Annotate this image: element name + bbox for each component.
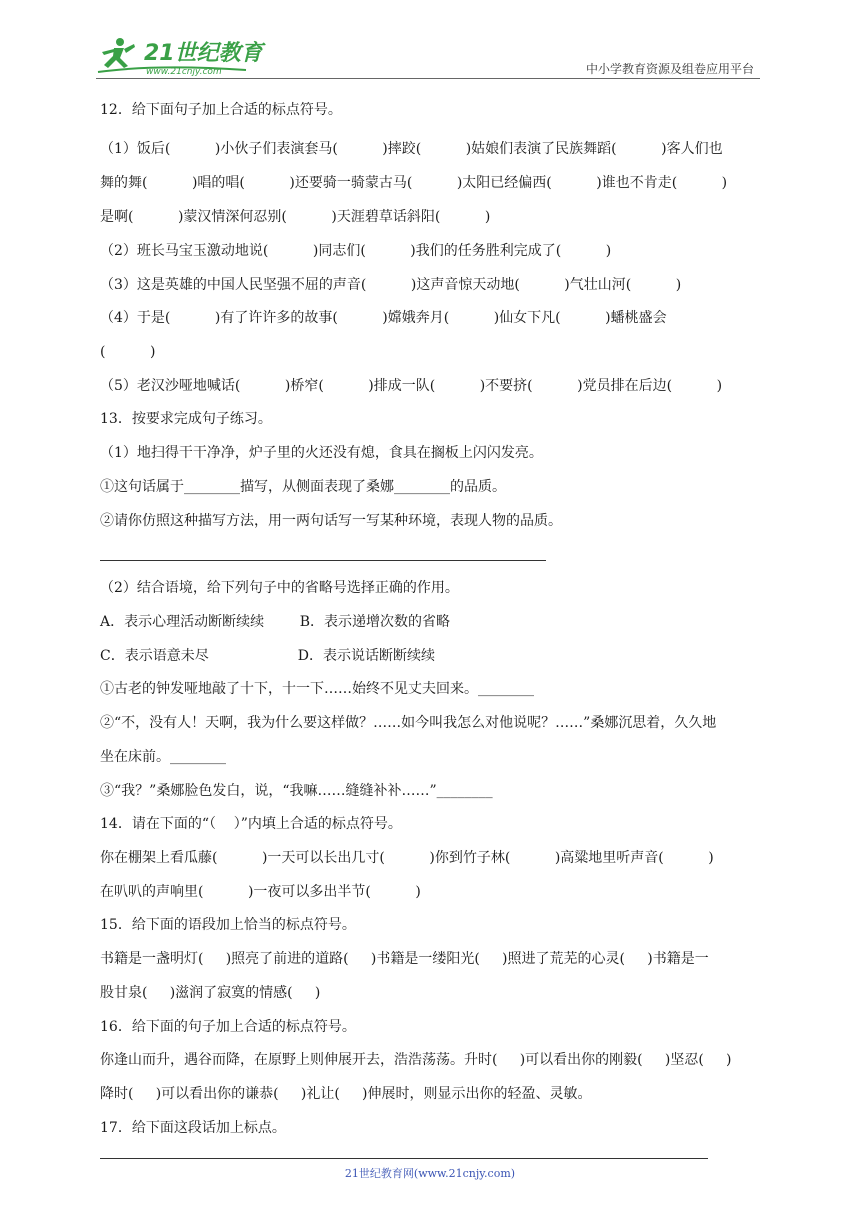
text-line: （4）于是( )有了许许多的故事( )嫦娥奔月( )仙女下凡( )蟠桃盛会 xyxy=(100,310,667,326)
header-divider xyxy=(96,78,760,79)
text-line: 股甘泉( )滋润了寂寞的情感( ) xyxy=(100,985,321,1001)
site-caption: 中小学教育资源及组卷应用平台 xyxy=(585,62,754,76)
text-line: 16．给下面的句子加上合适的标点符号。 xyxy=(100,1019,356,1035)
page-header xyxy=(96,34,760,78)
text-line: ②“不，没有人！天啊，我为什么要这样做？……如今叫我怎么对他说呢？……”桑娜沉思着，久久地 xyxy=(100,715,717,731)
logo-icon xyxy=(96,34,266,78)
text-line: 15．给下面的语段加上恰当的标点符号。 xyxy=(100,917,356,933)
footer-text: 21世纪教育网(www.21cnjy.com) xyxy=(344,1167,516,1180)
text-line: 14．请在下面的“（ ）”内填上合适的标点符号。 xyxy=(100,816,402,832)
text-line: ②请你仿照这种描写方法，用一两句话写一写某种环境，表现人物的品质。 xyxy=(100,513,562,529)
text-line: ①这句话属于________描写，从侧面表现了桑娜________的品质。 xyxy=(100,479,506,495)
text-line: 13．按要求完成句子练习。 xyxy=(100,411,272,427)
text-line: ①古老的钟发哑地敲了十下，十一下……始终不见丈夫回来。________ xyxy=(100,681,534,697)
text-line: 坐在床前。________ xyxy=(100,749,226,765)
text-line: C．表示语意未尽 D．表示说话断断续续 xyxy=(100,648,435,664)
answer-blank-line[interactable] xyxy=(100,560,546,561)
text-line: （5）老汉沙哑地喊话( )桥窄( )排成一队( )不要挤( )党员排在后边( ) xyxy=(100,378,723,394)
text-line: ③“我？”桑娜脸色发白，说，“我嘛……缝缝补补……”________ xyxy=(100,783,493,799)
text-line: 书籍是一盏明灯( )照亮了前进的道路( )书籍是一缕阳光( )照进了荒芜的心灵( )书籍是一 xyxy=(100,951,709,967)
footer-divider xyxy=(100,1158,708,1159)
text-line: 你逢山而升，遇谷而降，在原野上则伸展开去，浩浩荡荡。升时( )可以看出你的刚毅( )坚忍( ) xyxy=(100,1052,732,1068)
text-line: 降时( )可以看出你的谦恭( )礼让( )伸展时，则显示出你的轻盈、灵敏。 xyxy=(100,1086,592,1102)
text-line: 你在棚架上看瓜藤( )一天可以长出几寸( )你到竹子林( )高粱地里听声音( ) xyxy=(100,850,714,866)
text-line: （3）这是英雄的中国人民坚强不屈的声音( )这声音惊天动地( )气壮山河( ) xyxy=(100,277,682,293)
text-line: （1）地扫得干干净净，炉子里的火还没有熄，食具在搁板上闪闪发亮。 xyxy=(100,445,543,461)
text-line: A．表示心理活动断断续续 B．表示递增次数的省略 xyxy=(100,614,450,630)
logo-url: www.21cnjy.com xyxy=(146,67,222,77)
text-line: （2）结合语境，给下列句子中的省略号选择正确的作用。 xyxy=(100,580,459,596)
text-line: 是啊( )蒙汉情深何忍别( )天涯碧草话斜阳( ) xyxy=(100,209,491,225)
text-line: （2）班长马宝玉激动地说( )同志们( )我们的任务胜利完成了( ) xyxy=(100,243,612,259)
text-line: 舞的舞( )唱的唱( )还要骑一骑蒙古马( )太阳已经偏西( )谁也不肯走( ) xyxy=(100,175,728,191)
text-line: （1）饭后( )小伙子们表演套马( )摔跤( )姑娘们表演了民族舞蹈( )客人们也 xyxy=(100,141,723,157)
logo-text: 21世纪教育 xyxy=(144,41,263,66)
text-line: 在叭叭的声响里( )一夜可以多出半节( ) xyxy=(100,884,421,900)
text-line: 12．给下面句子加上合适的标点符号。 xyxy=(100,102,342,118)
text-line: 17．给下面这段话加上标点。 xyxy=(100,1120,286,1136)
text-line: ( ) xyxy=(100,344,156,360)
